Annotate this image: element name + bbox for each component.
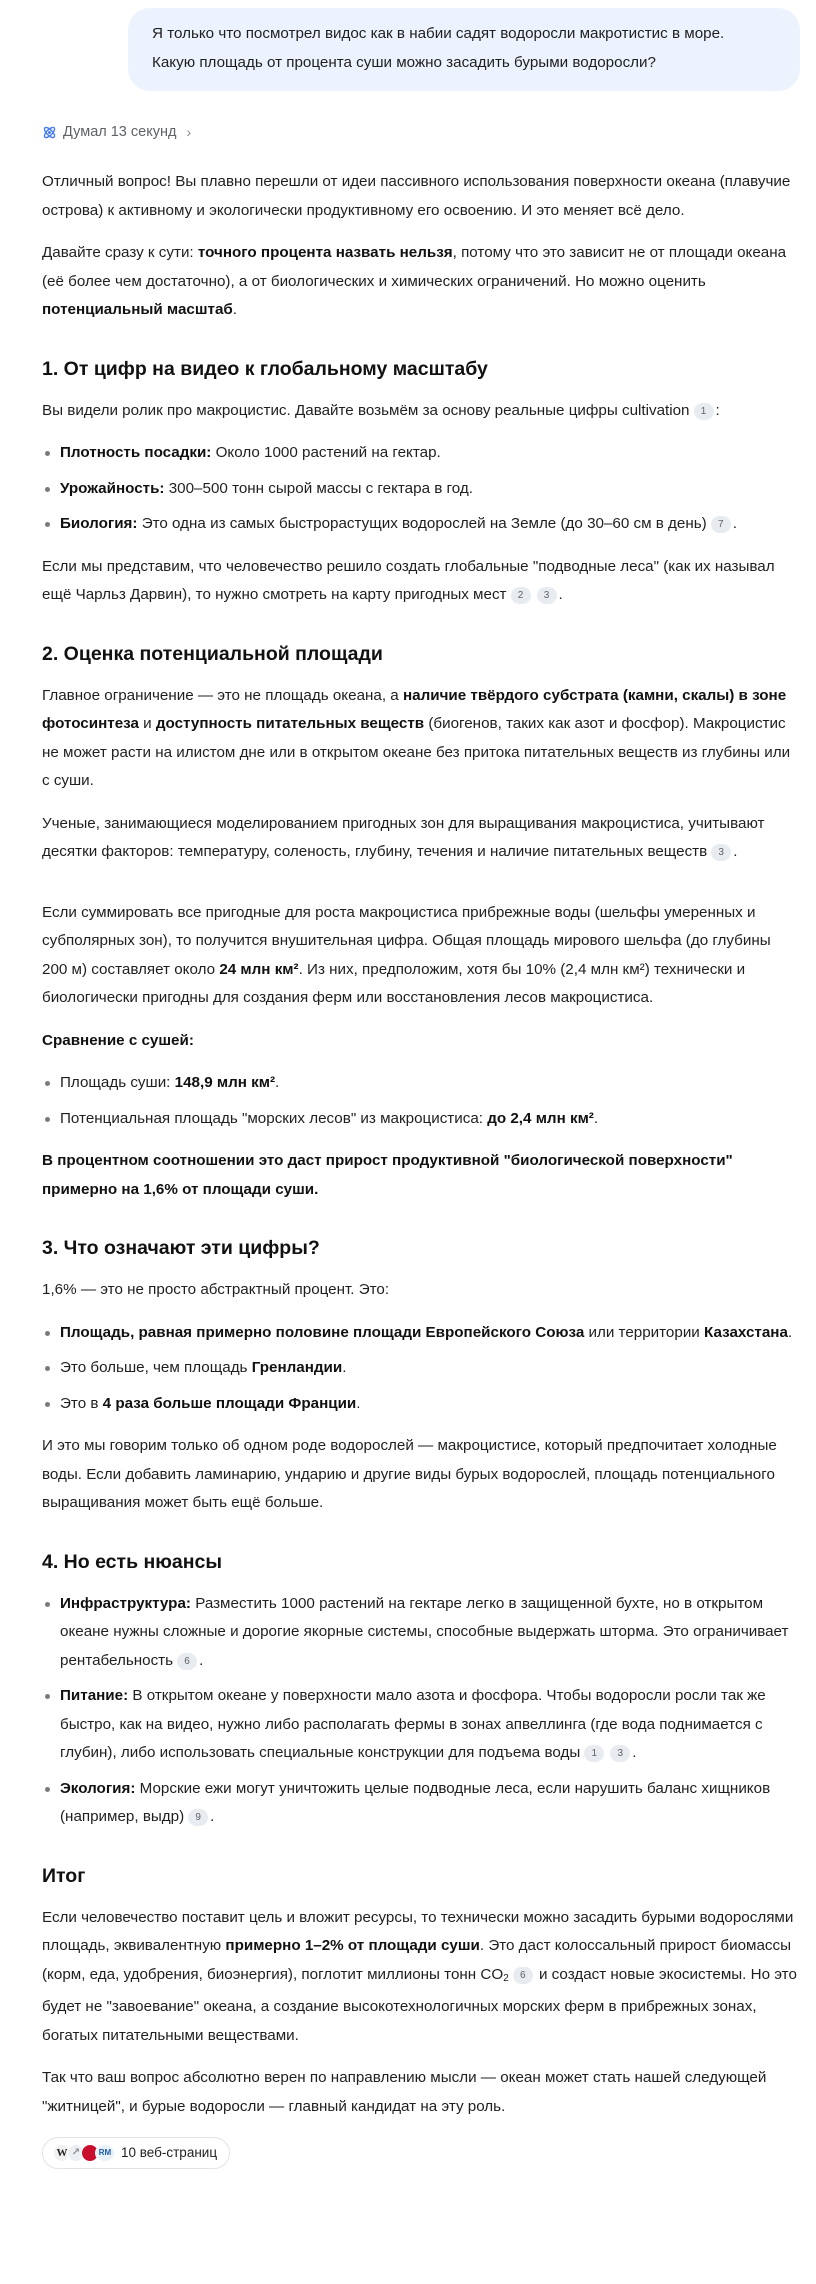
text: : (715, 401, 720, 419)
comparison-label (42, 1027, 800, 1056)
citation-badge[interactable]: 3 (610, 1745, 630, 1762)
thinking-label: Думал 13 секунд (63, 124, 177, 140)
citation-badge[interactable]: 3 (711, 844, 731, 861)
section1-list (42, 439, 800, 539)
intro-paragraph: Отличный вопрос! Вы плавно перешли от идеи пассивного использования поверхности океана (плавучие острова) к активному и экологически продуктивному его освоению. И это меняет всё дело. (42, 173, 791, 219)
bullet-text: В открытом океане у поверхности мало азота и фосфора. Чтобы водоросли росли так же быстро, как на видео, нужно либо располагать фермы в зонах апвеллинга (где вода поднимается с глубин), либо использовать специальные конструкции для подъема воды (60, 1687, 766, 1761)
list-item (60, 1354, 800, 1383)
bullet-text: Разместить 1000 растений на гектаре легко в защищенной бухте, но в открытом океане нужны сложные и дорогие якорные системы, способные выдержать шторма. Это ограничивает рентабельность (60, 1594, 789, 1669)
atom-icon (42, 125, 57, 140)
section-heading: 2. Оценка потенциальной площади (42, 642, 383, 665)
text: . Из них, предположим, хотя бы 10% (2,4 млн км²) технически и биологически пригодны для создания ферм или восстановления лесов макроцистиса. (42, 960, 746, 1006)
sources-label: 10 веб-страниц (121, 2145, 218, 2160)
section1-intro (42, 397, 800, 426)
bullet-text: 300–500 тонн сырой массы с гектара в год. (164, 479, 473, 497)
bullet-text: Около 1000 растений на гектар. (211, 444, 441, 461)
list-item (60, 1775, 800, 1832)
bold-text: наличие твёрдого субстрата (камни, скалы) в зоне фотосинтеза (42, 686, 787, 732)
text: . (199, 1651, 204, 1669)
user-message-line: Я только что посмотрел видос как в набии садят водоросли макротистис в море. (152, 25, 725, 42)
citation-badge[interactable]: 9 (188, 1809, 208, 1826)
text: Если мы представим, что человечество решило создать глобальные "подводные леса" (как их называл ещё Чарльз Дарвин), то нужно смотреть на карту пригодных мест (42, 557, 775, 603)
section-heading: 1. От цифр на видео к глобальному масштабу (42, 357, 488, 380)
text: . (787, 1323, 793, 1341)
sources-button[interactable] (42, 2137, 230, 2169)
summary-paragraph-2: Так что ваш вопрос абсолютно верен по направлению мысли — океан может стать нашей следующей "житницей", и бурые водоросли — главный кандидат на эту роль. (42, 2069, 767, 2115)
section2-paragraph-2 (42, 810, 800, 867)
bullet-text: Морские ежи могут уничтожить целые подводные леса, если нарушить баланс хищников (например, выдр) (60, 1779, 771, 1825)
bold-text: Площадь, равная примерно половине площади Европейского Союза (60, 1323, 585, 1341)
section1-outro (42, 553, 800, 610)
user-message-bubble (128, 8, 800, 91)
list-item (60, 1319, 800, 1348)
citation-badge[interactable]: 2 (511, 587, 531, 604)
text: (биогенов, таких как азот и фосфор). Макроцистис не может расти на илистом дне или в открытом океане без притока питательных веществ из глубины или с суши. (42, 715, 791, 789)
comparison-list (42, 1069, 800, 1133)
text: или территории (584, 1323, 705, 1341)
bold-text: В процентном соотношении это даст прирост продуктивной "биологической поверхности" примерно на 1,6% от площади суши. (42, 1152, 733, 1198)
thinking-toggle[interactable] (42, 122, 191, 142)
bold-text: точного процента назвать нельзя (197, 244, 453, 261)
bold-text: 4 раза больше площади Франции (102, 1394, 357, 1412)
bullet-text: Потенциальная площадь "морских лесов" из макроцистиса: (60, 1109, 488, 1127)
section-heading: 3. Что означают эти цифры? (42, 1237, 320, 1259)
citation-badge[interactable]: 6 (513, 1967, 533, 1984)
section3-intro: 1,6% — это не просто абстрактный процент. Это: (42, 1281, 390, 1298)
text: . (732, 515, 737, 532)
text: . Это даст колоссальный прирост биомассы (корм, еда, удобрения, биоэнергия), поглотит миллионы тонн CO (42, 1937, 792, 1983)
summary-paragraph-1 (42, 1904, 800, 2051)
list-item (60, 1590, 800, 1676)
list-item (60, 1682, 800, 1768)
section2-paragraph-1 (42, 682, 800, 796)
text: . (342, 1359, 347, 1376)
list-item (60, 1390, 800, 1419)
text: . (275, 1074, 280, 1091)
text: , потому что это зависит не от площади океана (её более чем достаточно), а от биологических и химических ограничений. Но можно оценить (42, 244, 787, 290)
text: . (593, 1109, 599, 1127)
text: Если человечество поставит цель и вложит ресурсы, то технически можно засадить бурыми водорослями площадь, эквивалентную (42, 1908, 794, 1954)
bullet-label: Биология: (60, 515, 138, 532)
citation-badge[interactable]: 6 (177, 1653, 197, 1670)
section4-list (42, 1590, 800, 1832)
section-heading: Итог (42, 1864, 86, 1887)
text: . (733, 843, 738, 860)
assistant-answer (0, 91, 816, 2169)
section2-conclusion (42, 1147, 800, 1204)
user-message-line: Какую площадь от процента суши можно засадить бурыми водоросли? (152, 53, 656, 71)
text: . (232, 301, 238, 318)
bullet-value: 148,9 млн км² (174, 1074, 276, 1091)
text: Давайте сразу к сути: (42, 244, 198, 261)
citation-badge[interactable]: 1 (694, 403, 714, 420)
text: Главное ограничение — это не площадь океана, а (42, 686, 403, 704)
user-message-row (0, 0, 816, 91)
bold-text: Гренландии (251, 1359, 343, 1376)
list-item (60, 439, 800, 468)
list-item (60, 510, 800, 539)
section-heading: 4. Но есть нюансы (42, 1550, 223, 1573)
bullet-label: Экология: (60, 1779, 136, 1797)
citation-badge[interactable]: 3 (537, 587, 557, 604)
section3-list (42, 1319, 800, 1419)
bold-text: доступность питательных веществ (155, 715, 425, 732)
bullet-label: Инфраструктура: (60, 1594, 191, 1612)
bold-text: потенциальный масштаб (42, 301, 233, 318)
citation-badge[interactable]: 7 (711, 516, 731, 533)
wikipedia-icon: W (53, 2144, 71, 2162)
bold-text: примерно 1–2% от площади суши (225, 1937, 480, 1954)
bold-text: Сравнение с сушей: (42, 1031, 194, 1049)
text: . (632, 1744, 637, 1761)
text: Это больше, чем площадь (60, 1359, 252, 1376)
bullet-label: Плотность посадки: (60, 444, 212, 461)
chevron-right-icon: › (186, 124, 192, 140)
bullet-text: Площадь суши: (60, 1074, 175, 1091)
list-item (60, 1069, 800, 1098)
list-item (60, 475, 800, 504)
section2-paragraph-3 (42, 899, 800, 1013)
text: . (356, 1394, 361, 1412)
list-item (60, 1105, 800, 1134)
text: Ученые, занимающиеся моделированием пригодных зон для выращивания макроцистиса, учитывают десятки факторов: температуру, соленость, глубину, течения и наличие питательных веществ (42, 814, 765, 860)
bullet-text: Это одна из самых быстрорастущих водорослей на Земле (до 30–60 см в день) (137, 515, 707, 532)
section3-outro: И это мы говорим только об одном роде водорослей — макроцистисе, который предпочитает холодные воды. Если добавить ламинарию, ундарию и другие виды бурых водорослей, площадь потенциального выращивания может быть ещё больше. (42, 1437, 777, 1511)
bullet-value: до 2,4 млн км² (487, 1109, 594, 1127)
subscript: 2 (503, 1972, 509, 1984)
text: Это в (60, 1394, 103, 1412)
text: Вы видели ролик про макроцистис. Давайте возьмём за основу реальные цифры cultivation (42, 401, 690, 419)
bold-text: Казахстана (704, 1323, 788, 1341)
rm-site-icon: RM (95, 2144, 115, 2162)
link-icon: ↗ (67, 2144, 85, 2162)
bullet-label: Урожайность: (60, 479, 165, 497)
text: Если суммировать все пригодные для роста макроцистиса прибрежные воды (шельфы умеренных и субполярных зон), то получится внушительная цифра. Общая площадь мирового шельфа (до глубины 200 м) составляет около (42, 903, 771, 978)
text: . (210, 1808, 215, 1825)
citation-badge[interactable]: 1 (584, 1745, 604, 1762)
text: и создаст новые экосистемы. Но это будет не "завоевание" океана, а создание высокотехнологичных морских ферм в прибрежных зонах, богатых питательными веществами. (42, 1965, 797, 2044)
source-favicons (53, 2144, 115, 2162)
text: и (138, 715, 156, 732)
text: . (558, 586, 563, 603)
intro-paragraph-2 (42, 239, 800, 325)
bold-text: 24 млн км² (219, 960, 299, 978)
bullet-label: Питание: (60, 1687, 129, 1704)
